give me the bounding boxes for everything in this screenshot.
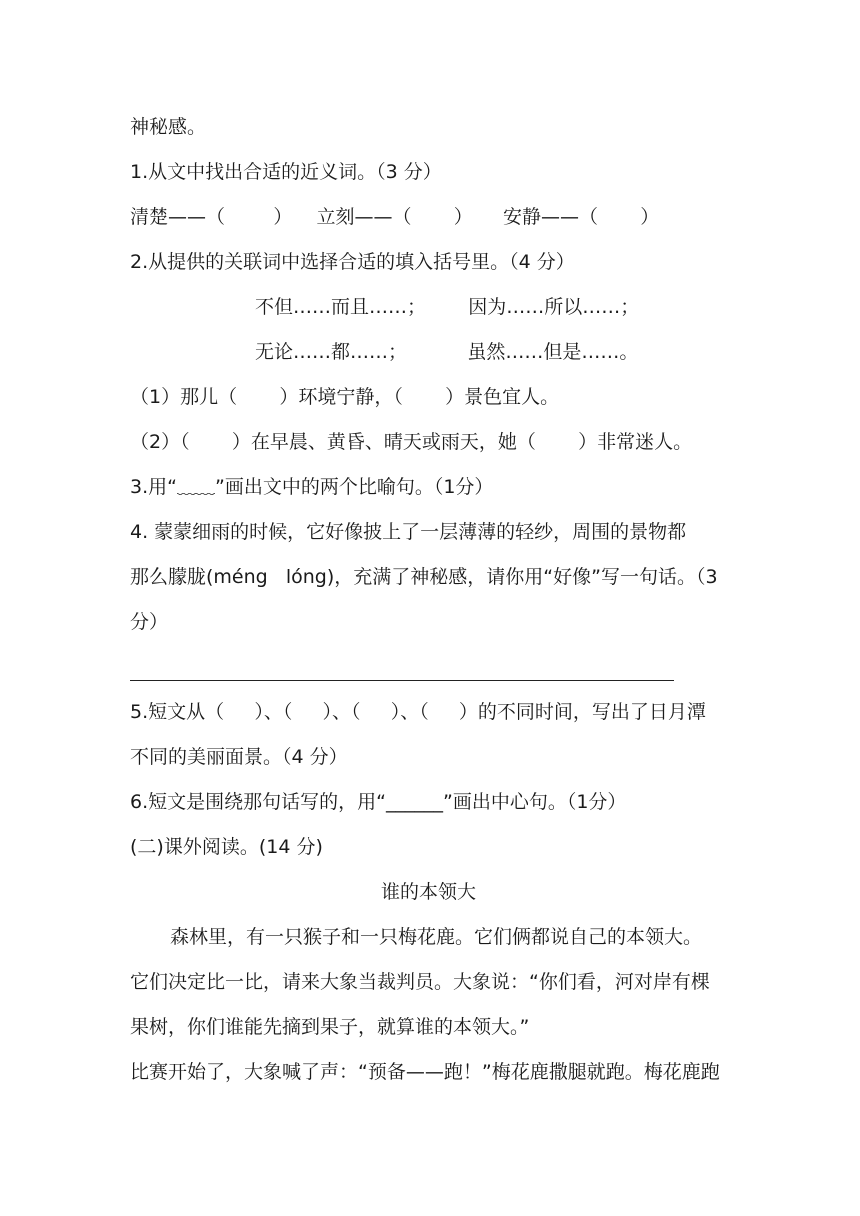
question-4-line-3: 分） [130,611,169,633]
section-heading: (二)课外阅读。(14 分) [130,836,323,858]
question-2-item-2: （2）（ ）在早晨、黄昏、晴天或雨天，她（ ）非常迷人。 [130,431,693,453]
story-paragraph-line-3: 果树，你们谁能先摘到果子，就算谁的本领大。” [130,1016,530,1038]
story-paragraph-line-1: 森林里，有一只猴子和一只梅花鹿。它们俩都说自己的本领大。 [170,926,703,948]
story-paragraph-line-2: 它们决定比一比，请来大象当裁判员。大象说：“你们看，河对岸有棵 [130,971,710,993]
question-4-line-1: 4. 蒙蒙细雨的时候，它好像披上了一层薄薄的轻纱，周围的景物都 [130,521,687,543]
story-paragraph-line-4: 比赛开始了，大象喊了声：“预备——跑！”梅花鹿撒腿就跑。梅花鹿跑 [130,1061,720,1083]
text-line: 神秘感。 [130,116,207,138]
question-2-item-1: （1）那儿（ ）环境宁静，（ ）景色宜人。 [130,386,560,408]
question-1: 1.从文中找出合适的近义词。（3 分） [130,161,442,183]
conjunction-options-row-1: 不但……而且……； 因为……所以……； [255,296,640,318]
synonym-blanks: 清楚——（ ） 立刻——（ ） 安静——（ ） [130,206,660,228]
question-3: 3.用“﹏﹏”画出文中的两个比喻句。（1分） [130,476,494,498]
question-5-line-2: 不同的美丽面景。（4 分） [130,746,348,768]
question-2: 2.从提供的关联词中选择合适的填入括号里。（4 分） [130,251,575,273]
question-4-line-2: 那么朦胧(méng lóng)，充满了神秘感，请你用“好像”写一句话。（3 [130,566,718,588]
story-title: 谁的本领大 [381,881,477,903]
question-6: 6.短文是围绕那句话写的，用“______”画出中心句。（1分） [130,791,627,813]
answer-line [130,680,674,681]
question-5-line-1: 5.短文从（ ）、（ ）、（ ）、（ ）的不同时间，写出了日月潭 [130,701,706,723]
conjunction-options-row-2: 无论……都……； 虽然……但是……。 [255,341,639,363]
